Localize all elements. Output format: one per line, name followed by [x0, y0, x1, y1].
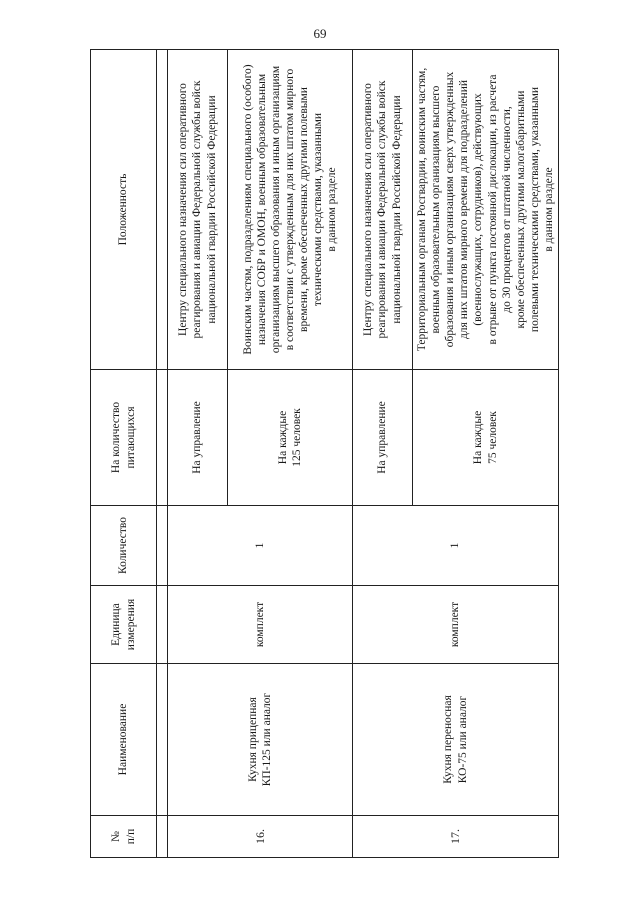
rotated-table-container: [90, 50, 558, 858]
row17-provision-management: Центру специального назначения сил оперативного реагирования и авиации Федеральной службы войск национальной гвардии Российской Федерации: [353, 50, 413, 370]
table-row: [353, 50, 413, 858]
row17-quantity: 1: [353, 506, 559, 586]
row16-number: 16.: [168, 816, 353, 858]
row17-per-management: На управление: [353, 370, 413, 506]
row17-name: Кухня переносная КО-75 или аналог: [353, 664, 559, 816]
row17-provision-territorial: Территориальным органам Росгвардии, воинским частям, военным образовательным организациям высшего образования и иным организациям сверх утвержденных для них штатов мирного времени для подразделений (военнослужащих, сотрудников), действующих в отрыве от пункта постоянной дислокации, из расчета до 30 процентов от штатной численности, кроме обеспеченных другими малогабаритными полевыми техническими средствами, указанными в данном разделе: [413, 50, 559, 370]
row17-per-75: На каждые 75 человек: [413, 370, 559, 506]
header-number: № п/п: [91, 816, 157, 858]
row16-per-management: На управление: [168, 370, 228, 506]
row17-unit: комплект: [353, 586, 559, 664]
row16-provision-units: Воинским частям, подразделениям специального (особого) назначения СОБР и ОМОН, военным образовательным организациям высшего образования и иным организациям в соответствии с утвержденным для них штатом мирного времени, кроме обеспеченных другими полевыми техническими средствами, указанными в данном разделе: [228, 50, 353, 370]
row16-quantity: 1: [168, 506, 353, 586]
header-quantity: Количество: [91, 506, 157, 586]
row16-provision-management: Центру специального назначения сил оперативного реагирования и авиации Федеральной службы войск национальной гвардии Российской Федерации: [168, 50, 228, 370]
header-unit: Единица измерения: [91, 586, 157, 664]
page-number: 69: [313, 26, 327, 41]
table-spacer-row: [157, 50, 168, 858]
table-header-row: [91, 50, 157, 858]
row16-unit: комплект: [168, 586, 353, 664]
header-provision: Положенность: [91, 50, 157, 370]
provision-table: [90, 49, 559, 858]
header-per-people: На количество питающихся: [91, 370, 157, 506]
row17-number: 17.: [353, 816, 559, 858]
row16-name: Кухня прицепная КП-125 или аналог: [168, 664, 353, 816]
table-row: [168, 50, 228, 858]
header-name: Наименование: [91, 664, 157, 816]
row16-per-125: На каждые 125 человек: [228, 370, 353, 506]
